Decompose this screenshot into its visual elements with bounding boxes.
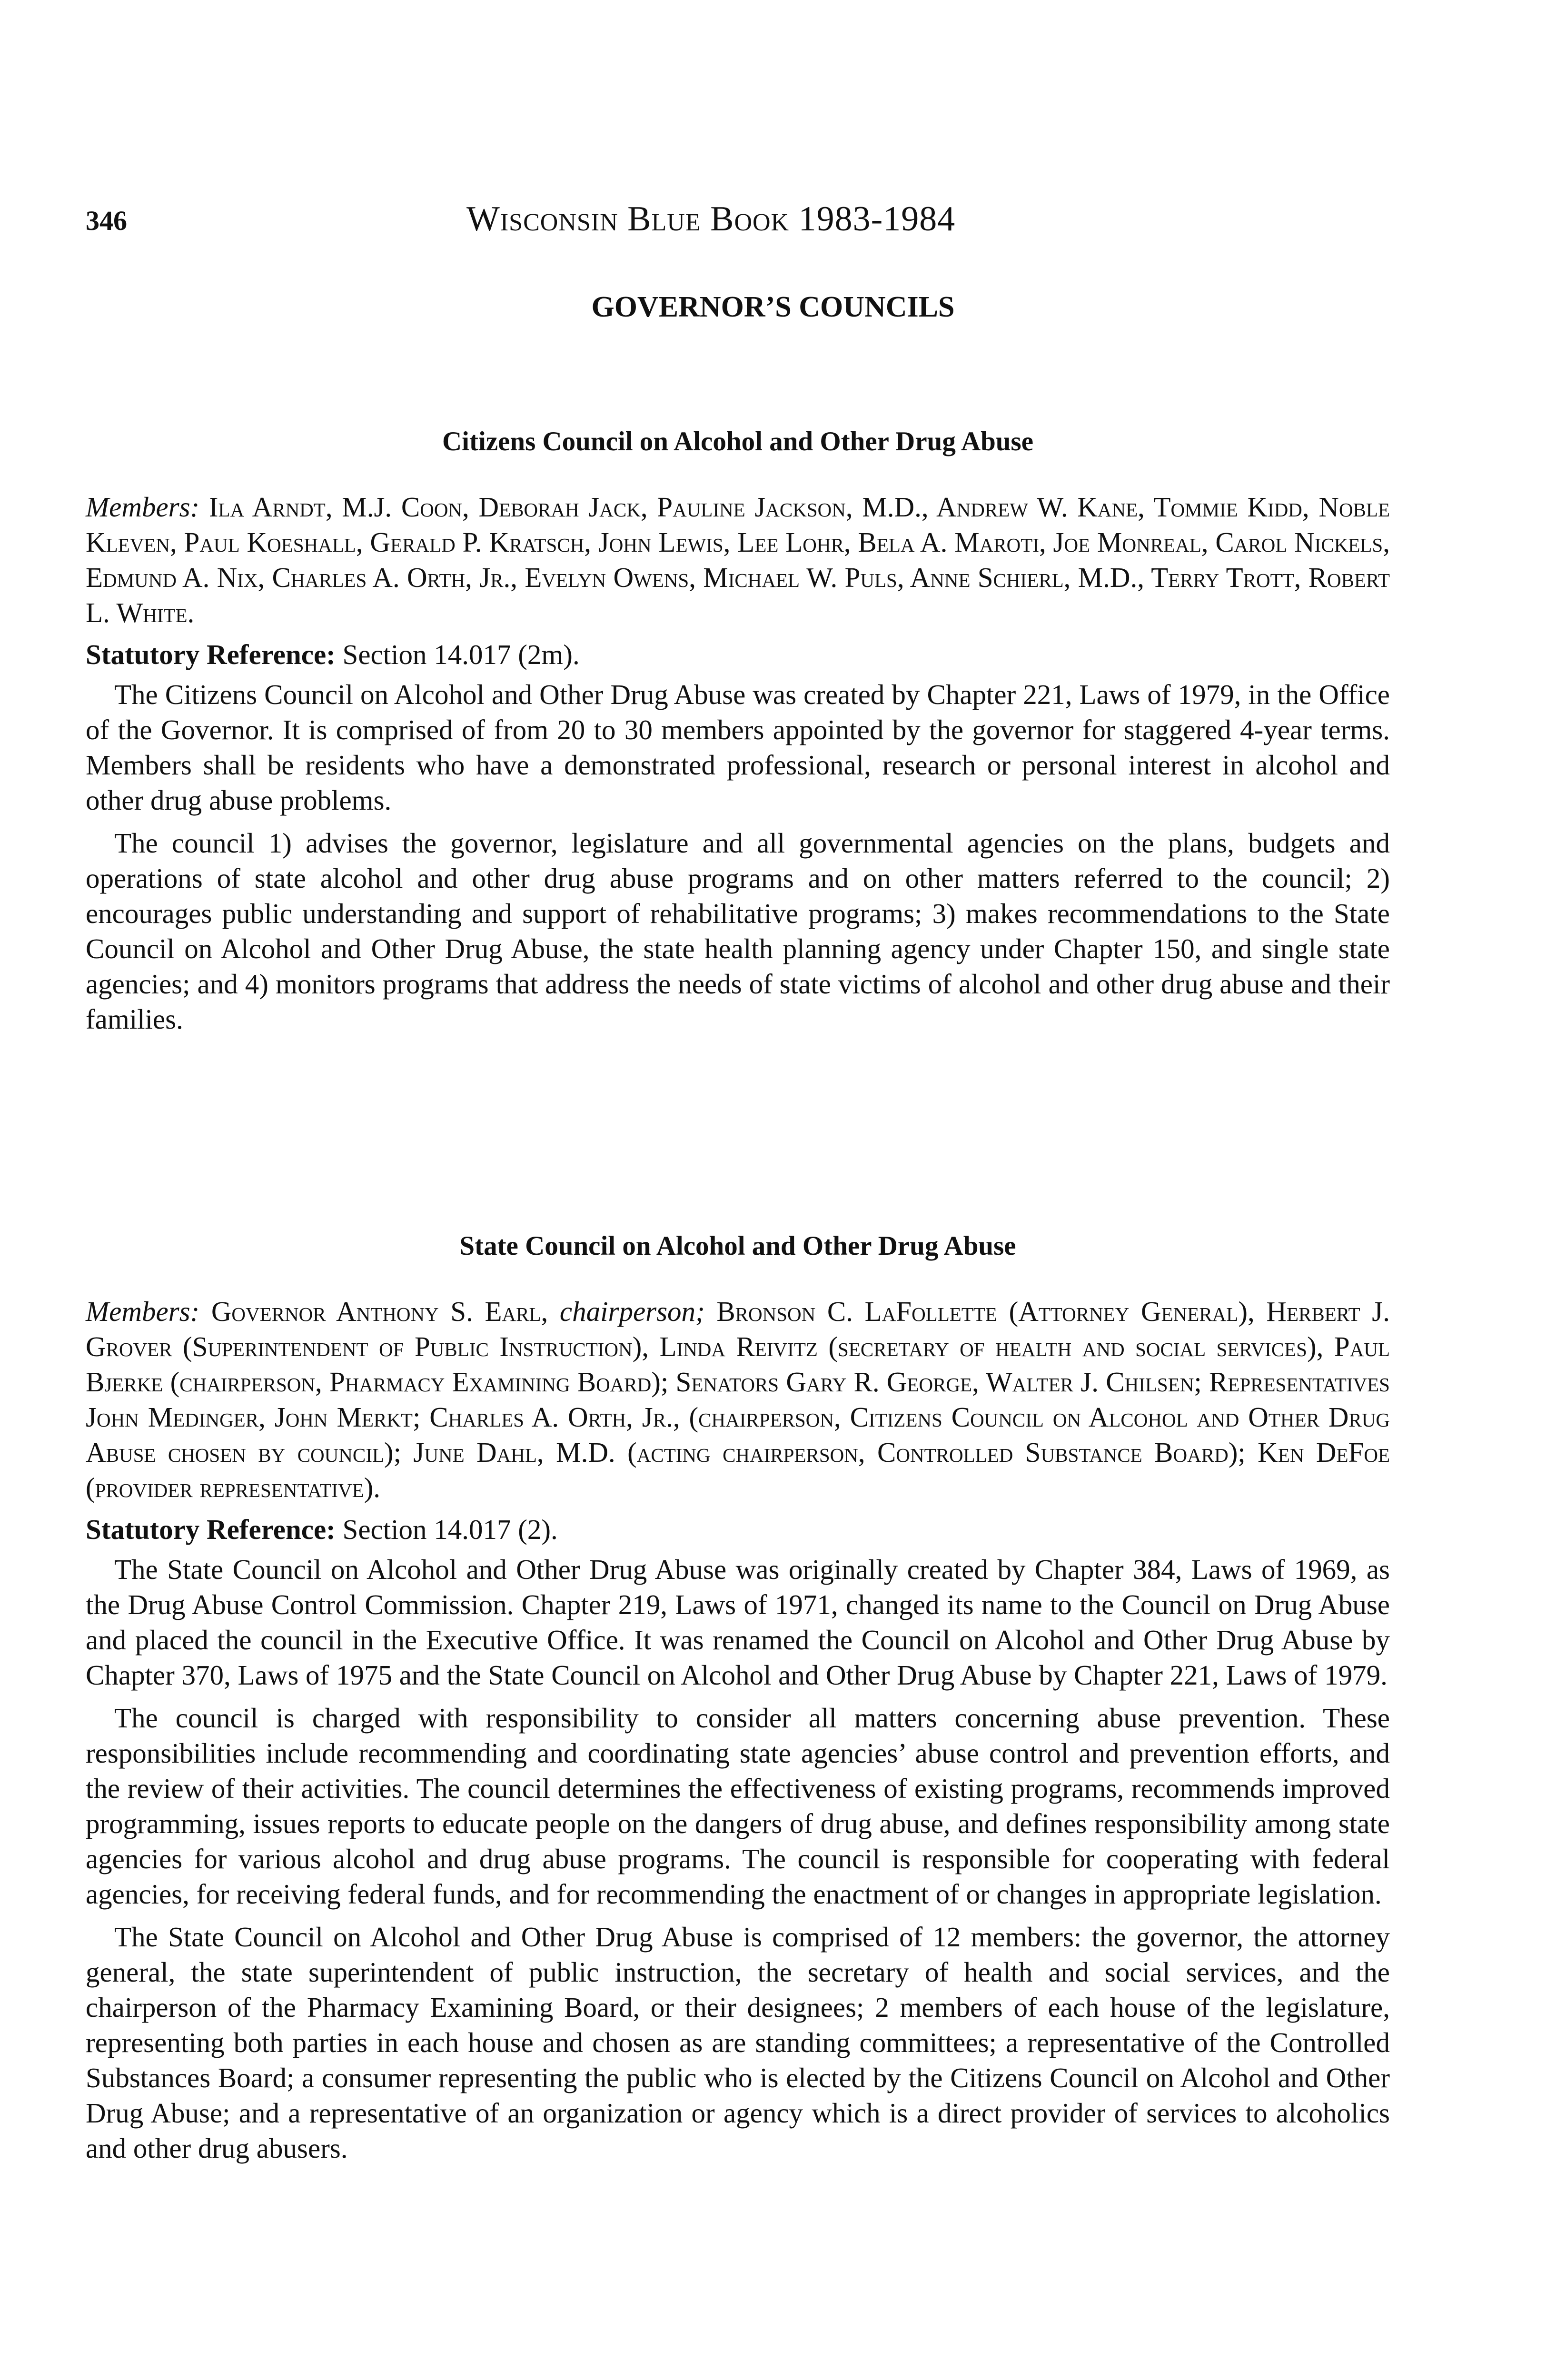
statutory-label: Statutory Reference:: [86, 1514, 336, 1545]
book-title: Wisconsin Blue Book 1983-1984: [466, 199, 956, 238]
members-names: Bronson C. LaFollette (Attorney General), Herbert J. Grover (Superintendent of Public Instruction), Linda Reivitz (secretary of health and social services), Paul Bjerke (chairperson, Pharmacy Examining Board); Senators Gary R. George, Walter J. Chilsen; Representatives John Medinger, John Merkt; Charles A. Orth, Jr., (chairperson, Citizens Council on Alcohol and Other Drug Abuse chosen by council); June Dahl, M.D. (acting chairperson, Controlled Substance Board); Ken DeFoe (provider representative).: [86, 1296, 1390, 1503]
council-title: Citizens Council on Alcohol and Other Drug Abuse: [442, 426, 1034, 456]
statutory-reference: [86, 637, 1390, 672]
members-names: Governor Anthony S. Earl,: [211, 1296, 548, 1327]
members-role: chairperson;: [559, 1296, 705, 1327]
council-title: State Council on Alcohol and Other Drug Abuse: [459, 1231, 1016, 1261]
page-number: 346: [86, 205, 127, 236]
members-names: Ila Arndt, M.J. Coon, Deborah Jack, Pauline Jackson, M.D., Andrew W. Kane, Tommie Kidd, Noble Kleven, Paul Koeshall, Gerald P. Kratsch, John Lewis, Lee Lohr, Bela A. Maroti, Joe Monreal, Carol Nickels, Edmund A. Nix, Charles A. Orth, Jr., Evelyn Owens, Michael W. Puls, Anne Schierl, M.D., Terry Trott, Robert L. White.: [86, 491, 1390, 628]
body-paragraph: The council is charged with responsibility to consider all matters concerning abuse prevention. These responsibilities include recommending and coordinating state agencies’ abuse control and prevention efforts, and the review of their activities. The council determines the effectiveness of existing programs, recommends improved programming, issues reports to educate people on the dangers of drug abuse, and defines responsibility among state agencies for various alcohol and drug abuse programs. The council is responsible for cooperating with federal agencies, for receiving federal funds, and for recommending the enactment of or changes in appropriate legislation.: [86, 1702, 1390, 1910]
citizens-council-section: [86, 426, 1390, 1044]
section-heading: GOVERNOR’S COUNCILS: [591, 291, 955, 323]
members-label: Members:: [86, 491, 200, 523]
body-paragraph: The State Council on Alcohol and Other Drug Abuse is comprised of 12 members: the governor, the attorney general, the state superintendent of public instruction, the secretary of health and social services, and the chairperson of the Pharmacy Examining Board, or their designees; 2 members of each house of the legislature, representing both parties in each house and chosen as are standing committees; a representative of the Controlled Substances Board; a consumer representing the public who is elected by the Citizens Council on Alcohol and Other Drug Abuse; and a representative of an organization or agency which is a direct provider of services to alcoholics and other drug abusers.: [86, 1921, 1390, 2164]
statutory-value: Section 14.017 (2m).: [342, 639, 580, 670]
state-council-section: [86, 1230, 1390, 2173]
statutory-reference: [86, 1512, 1390, 1547]
body-paragraph: The council 1) advises the governor, legislature and all governmental agencies on the plans, budgets and operations of state alcohol and other drug abuse programs and on other matters referred to the council; 2) encourages public understanding and support of rehabilitative programs; 3) makes recommendations to the State Council on Alcohol and Other Drug Abuse, the state health planning agency under Chapter 150, and single state agencies; and 4) monitors programs that address the needs of state victims of alcohol and other drug abuse and their families.: [86, 827, 1390, 1035]
members-list: [86, 1294, 1390, 1505]
statutory-value: Section 14.017 (2).: [342, 1514, 558, 1545]
members-list: [86, 489, 1390, 630]
running-head: [86, 199, 1466, 242]
statutory-label: Statutory Reference:: [86, 639, 336, 670]
members-label: Members:: [86, 1296, 200, 1327]
body-paragraph: The State Council on Alcohol and Other Drug Abuse was originally created by Chapter 384, Laws of 1969, as the Drug Abuse Control Commission. Chapter 219, Laws of 1971, changed its name to the Council on Drug Abuse and placed the council in the Executive Office. It was renamed the Council on Alcohol and Other Drug Abuse by Chapter 370, Laws of 1975 and the State Council on Alcohol and Other Drug Abuse by Chapter 221, Laws of 1979.: [86, 1554, 1390, 1691]
body-paragraph: The Citizens Council on Alcohol and Other Drug Abuse was created by Chapter 221, Laws of 1979, in the Office of the Governor. It is comprised of from 20 to 30 members appointed by the governor for staggered 4-year terms. Members shall be residents who have a demonstrated professional, research or personal interest in alcohol and other drug abuse problems.: [86, 679, 1390, 816]
